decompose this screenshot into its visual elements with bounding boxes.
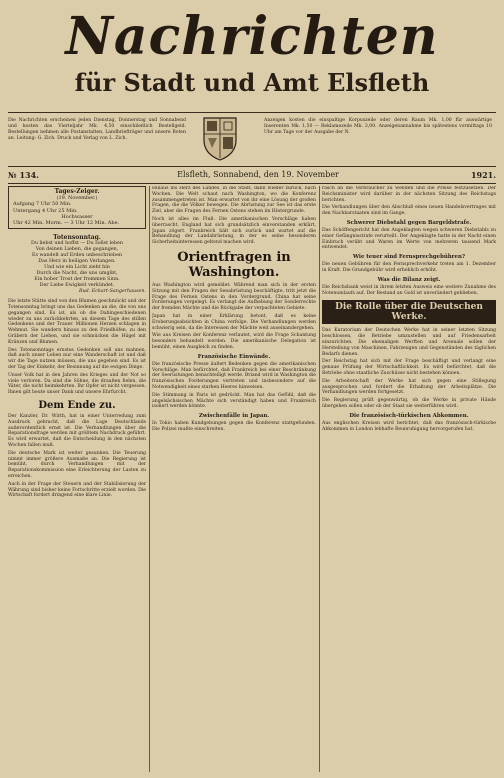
article-paragraph: Die Verhandlungen über den Abschluß eines neuen Handelsvertrages mit den Nachbarstaaten sind im Gange. xyxy=(322,205,496,217)
article-heading: Orientfragen in Washington. xyxy=(177,249,291,280)
dateline-bottom-rule xyxy=(8,183,496,184)
article-paragraph: Noch ist alles im Fluß. Die amerikanischen Vorschläge haben überrascht. England hat sich grundsätzlich einverstanden erklärt, Japan zögert. Frankreich hält sich zurück und wartet auf die Behandlung der Landabrüstung, in der es seine besonderen Sicherheitsinteressen geltend machen wird. xyxy=(152,216,316,246)
article-subheading: Was die Bilanz zeigt. xyxy=(377,276,441,283)
article-paragraph: Des Totensonntags ernstes Gedenken soll uns mahnen, daß auch unser Leben nur eine Wanderschaft ist und daß wir die Tage nutzen müssen, die uns gegeben sind. Es ist der Tag der Einkehr, der Besinnung auf die ewigen Dinge. xyxy=(8,347,146,370)
article-paragraph: Wie aus Kreisen der Konferenz verlautet, wird die Frage Schantung besonders behandelt werden. Die amerikanische Delegation ist bemüht, einen Ausgleich zu finden. xyxy=(152,333,316,350)
column-1 xyxy=(8,186,146,772)
poem-line: Durch die Nacht, die uns umgibt, xyxy=(36,271,118,277)
article-paragraph: Der Kanzler, Dr. Wirth, hat in einer Unterredung zum Ausdruck gebracht, daß die Lage Deutschlands außerordentlich ernst ist. Die Verhandlungen über die Reparationsfrage werden mit größtem Nachdruck geführt. Es wird erwartet, daß die Entscheidung in den nächsten Wochen fallen muß. xyxy=(8,413,146,448)
article-paragraph: Japan hat in einer Erklärung betont, daß es keine Eroberungsabsichten in China verfolge. Die Verhandlungen werden schwierig sein, da die Interessen der Mächte weit auseinandergehen. xyxy=(152,313,316,331)
coat-of-arms-icon xyxy=(200,114,240,162)
calendar-title: Tages-Zeiger. xyxy=(54,188,100,195)
masthead-rule xyxy=(8,112,496,113)
poem-title: Totensonntag. xyxy=(53,234,101,242)
subscription-info: Die Nachrichten erscheinen jeden Dienstag, Donnerstag und Sonnabend und kosten das Vierteljahr Mk. 4,50 einschließlich Bestellgeld. Bestellungen nehmen alle Postanstalten, Landbriefträger und unsere Boten an. Leitung: G. Zich. Druck und Verlag von L. Zich. xyxy=(8,118,186,141)
poem-line: Der Liebe Ewigkeit verkündet. xyxy=(39,283,115,289)
poem-line: Das Herz in heiligen Verlangen. xyxy=(38,259,116,265)
article-paragraph: Auch in der Frage der Steuern und der Stabilisierung der Währung sind bisher keine Fortschritte erzielt worden. Die Wirtschaft fordert dringend eine klare Linie. xyxy=(8,481,146,499)
article-paragraph: Die Reichsbank weist in ihrem letzten Ausweis eine weitere Zunahme des Notenumlaufs auf. Der Bestand an Gold ist unverändert geblieben. xyxy=(322,284,496,296)
poem-line: Von deinen Lieben, die gegangen, xyxy=(35,247,119,253)
poem-line: Ein hoher Trost der frommen Sinn. xyxy=(34,277,120,283)
article-paragraph: Das Schöffengericht hat den Angeklagten wegen schweren Diebstahls zu einer Gefängnisstrafe verurteilt. Der Angeklagte hatte in der Nacht einen Einbruch verübt und Waren im Werte von mehreren tausend Mark entwendet. xyxy=(322,227,496,251)
article-paragraph: Die Stimmung in Paris ist gedrückt. Man hat das Gefühl, daß die angelsächsischen Mächte sich verständigt haben und Frankreich isoliert werden könnte. xyxy=(152,392,316,410)
article-paragraph: Die deutsche Mark ist weiter gesunken. Die Teuerung nimmt immer größere Ausmaße an. Die Regierung ist bemüht, durch Verhandlungen mit der Reparationskommission eine Erleichterung der Lasten zu erreichen. xyxy=(8,450,146,479)
poem-line: Und wie ein Licht zieht hin xyxy=(44,265,110,271)
calendar-line: Uhr 42 Min. Morm. — 3 Uhr 12 Min. Abe. xyxy=(13,220,120,227)
section-banner: Die Rolle über die Deutschen Werke. xyxy=(322,300,496,324)
column-2 xyxy=(152,186,316,772)
column-3 xyxy=(322,186,496,772)
calendar-line: Untergang 4 Uhr 25 Min. xyxy=(13,207,78,214)
issue-number: № 134. xyxy=(8,170,39,180)
poem-author: Rud. Eckart-Sangerhausen. xyxy=(78,289,146,295)
issue-place-date: Elsfleth, Sonnabend, den 19. November xyxy=(177,170,339,179)
poem-line: Es wandelt auf Erden unbeschrieben xyxy=(32,253,122,259)
dateline xyxy=(8,168,496,182)
article-paragraph: Hinaus ins Herz des Landes, in die Stadt, dann wieder zurück, nach Wochen. Die Welt schaut nach Washington, wo die Konferenz zusammengetreten ist. Man erwartet von ihr eine Lösung der großen Fragen, die die Völker bewegen. Die Abrüstung zur See ist das erste Ziel, aber die Fragen des Fernen Ostens stehen im Hintergrunde. xyxy=(152,186,316,215)
masthead-subtitle: für Stadt und Amt Elsfleth xyxy=(74,68,430,97)
article-paragraph: Die Arbeiterschaft der Werke hat sich gegen eine Stillegung ausgesprochen und fordert die Erhaltung der Arbeitsplätze. Die Verhandlungen werden fortgesetzt. xyxy=(322,378,496,396)
calendar-line: Hochwasser xyxy=(61,213,93,220)
issue-year: 1921. xyxy=(470,170,496,180)
advertising-info: Anzeigen kosten die einspaltige Korpuszeile oder deren Raum Mk. 1,00 für auswärtige Inserenten Mk. 1,50 — Reklamezeile Mk. 3,00. Anzeigenannahme bis spätestens vormittags 10 Uhr am Tage vor der Ausgabe der N. xyxy=(264,118,492,135)
article-heading: Dem Ende zu. xyxy=(38,399,116,411)
article-paragraph: rasch an die Verbraucher zu wenden und die Preise festzusetzen. Der Reichsminister wird darüber in der nächsten Sitzung des Reichstags berichten. xyxy=(322,186,496,203)
calendar-line: Aufgang 7 Uhr 50 Min. xyxy=(13,201,72,208)
column-divider xyxy=(319,186,320,772)
article-paragraph: Aus Washington wird gemeldet: Während man sich in der ersten Sitzung mit den Fragen der Seeabrüstung beschäftigte, tritt jetzt die Frage des Fernen Ostens in den Vordergrund. China hat seine Forderungen vorgelegt. Es verlangt die Aufhebung der Sonderrechte der fremden Mächte und die Rückgabe der verpachteten Gebiete. xyxy=(152,282,316,312)
article-paragraph: Die Regierung prüft gegenwärtig, ob die Werke in private Hände übergehen sollen oder ob der Staat sie weiterführen wird. xyxy=(322,398,496,409)
article-subheading: Schwerer Diebstahl gegen Bargeldstrafe. xyxy=(346,219,472,226)
article-paragraph: Unser Volk hat in den Jahren des Krieges und der Not so viele verloren. Da sind die Söhne, die draußen fielen, die Väter, die nicht heimkehrten. Ihr Opfer ist nicht vergessen. Ihnen gilt heute unser Dank und unsere Ehrfurcht. xyxy=(8,372,146,396)
column-divider xyxy=(149,186,150,772)
article-paragraph: Die französische Presse äußert Bedenken gegen die amerikanischen Vorschläge. Man befürchtet, daß Frankreich bei einer Beschränkung der Seerüstungen benachteiligt werde. Briand wird in Washington die französischen Forderungen vertreten und insbesondere auf die Notwendigkeit eines starken Heeres hinweisen. xyxy=(152,361,316,390)
article-paragraph: Aus englischen Kreisen wird berichtet, daß das französisch-türkische Abkommen in London lebhafte Beunruhigung hervorgerufen hat. xyxy=(322,420,496,432)
article-subheading: Zwischenfälle in Japan. xyxy=(198,413,270,420)
article-subheading: Wie teuer sind Fernsprechgebühren? xyxy=(352,254,466,261)
article-paragraph: In Tokio haben Kundgebungen gegen die Konferenz stattgefunden. Die Polizei mußte einschreiten. xyxy=(152,421,316,432)
poem xyxy=(8,235,146,295)
article-paragraph: Die neuen Gebühren für den Fernsprechverkehr treten am 1. Dezember in Kraft. Die Grundgebühr wird erheblich erhöht. xyxy=(322,262,496,273)
article-subheading: Die französisch-türkischen Abkommen. xyxy=(349,412,469,419)
calendar-date: (19. November.) xyxy=(56,195,98,202)
poem-line: Du liebst und hoffst — Du sollst leben xyxy=(31,241,123,247)
calendar-box xyxy=(8,186,146,229)
article-paragraph: Das Kuratorium der Deutschen Werke hat in seiner letzten Sitzung beschlossen, die Betriebe umzustellen und auf Friedensarbeit einzurichten. Die ehemaligen Werften und Arsenale sollen der Herstellung von Maschinen, Fahrzeugen und Gegenständen des täglichen Bedarfs dienen. xyxy=(322,328,496,357)
masthead-title: Nachrichten xyxy=(65,6,439,67)
article-paragraph: Der Reichstag hat sich mit der Frage beschäftigt und verlangt eine genaue Prüfung der Wirtschaftlichkeit. Es wird befürchtet, daß die Betriebe ohne staatliche Zuschüsse nicht bestehen können. xyxy=(322,359,496,376)
dateline-top-rule xyxy=(8,166,496,167)
article-subheading: Französische Einwände. xyxy=(197,353,271,360)
article-paragraph: Die letzte Stätte sind von den Blumen geschmückt und der Totensonntag bringt uns das Gedenken an die, die von uns gegangen sind. Es ist, als ob die Dahingeschiedenen wieder zu uns zurückkehrten, an diesem Tage des stillen Gedenkens und der Trauer. Millionen Herzen schlagen in Wehmut. Sie wandern hinaus zu den Friedhöfen, zu den Gräbern der Lieben, und sie schmücken die Hügel mit Kränzen und Blumen. xyxy=(8,299,146,345)
